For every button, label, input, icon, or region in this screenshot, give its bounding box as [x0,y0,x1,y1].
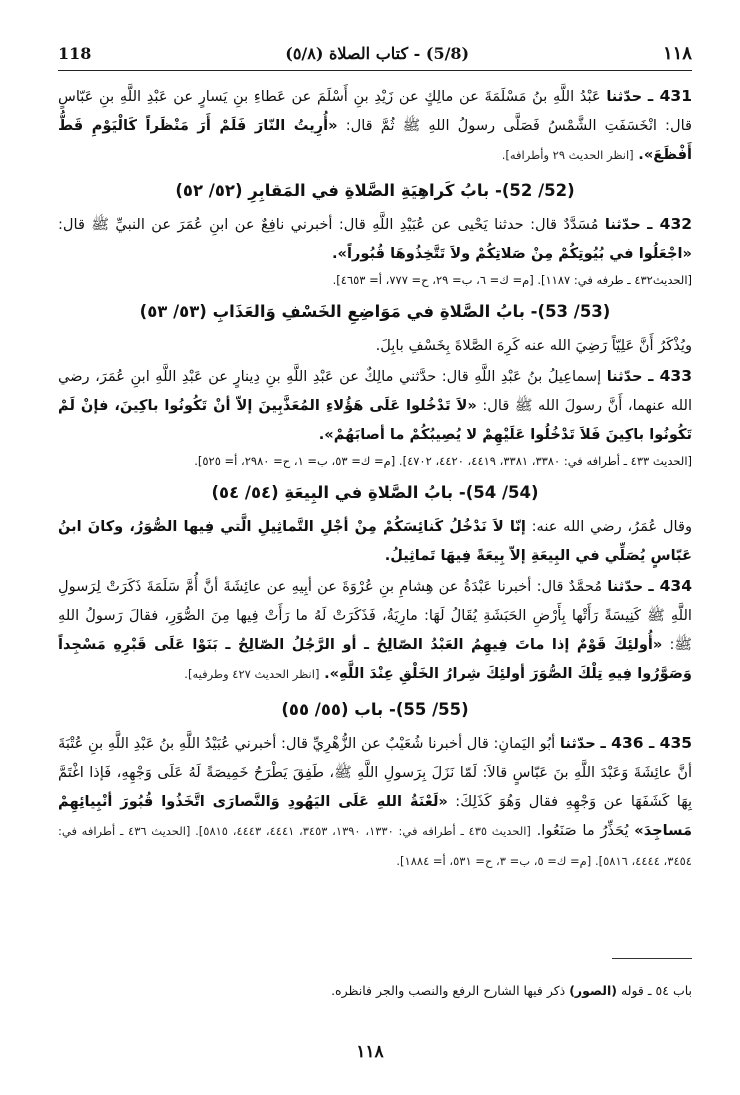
hadith-tail: يُحَذِّرُ ما صَنَعُوا. [536,822,629,839]
note-intro: وقال عُمَرُ، رضي الله عنه: [531,518,693,535]
chapter-note-53: ويُذْكَرُ أَنَّ عَلِيّاً رَضِيَ الله عنه كَرِهَ الصَّلاةَ بِخَسْفِ بابِلَ. [375,337,692,354]
footnote [58,981,692,1001]
haddathana-label: حدّثنا [606,368,643,385]
hadith-quote: «اجْعَلُوا في بُيُوتِكُمْ مِنْ صَلاتِكُمْ ولاَ تَتَّخِذُوهَا قُبُوراً». [332,245,692,262]
hadith-text: مُحمَّدٌ قال: أخبرنا عَبْدَةُ عن هِشامِ بنِ عُرْوَةَ عن أبِيهِ عن عائِشَةَ أنَّ أُمَّ سَلَمَةَ ذَكَرَتْ لِرَسولِ اللَّهِ ﷺ كَنِيسَةً رَأَتْها بِأَرْضِ الحَبَشَةِ يُقَالُ لَهَا: مارِيَةُ، فَذَكَرَتْ لَهُ ما رَأَتْ فِيها مِنَ الصُّوَرِ، فقالَ رَسولُ اللهِ ﷺ: [58,578,693,653]
hadith-text: أبُو اليَمانِ: قال أخبرنا شُعَيْبٌ عن الزُّهْرِيِّ قال: أخبرني عُبَيْدُ اللَّهِ بنُ عَبْدِ اللَّهِ بنِ عُتْبَةَ أنَّ عائِشَةَ وَعَبْدَ اللَّهِ بنَ عَبّاسٍ قالاَ: لَمّا نَزَلَ بِرَسولِ اللَّهِ ﷺ، طَفِقَ يَطْرَحُ خَمِيصَةً لَهُ عَلَى وَجْهِهِ، فَإذا اغْتَمَّ بِهَا كَشَفَهَا عن وَجْهِهِ فقال وَهُوَ كَذَلِكَ: [58,735,693,810]
hadith-quote: «أُولئِكَ قَوْمٌ إذا ماتَ فِيهِمُ العَبْدُ الصّالِحُ ـ أو الرَّجُلُ الصّالِحُ ـ بَنَوْا عَلَى قَبْرِهِ مَسْجِداً وَصَوَّرُوا فِيهِ تِلْكَ الصُّوَرَ أولئِكَ شِرارُ الخَلْقِ عِنْدَ اللَّهِ». [58,636,692,682]
hadith-text: مُسَدَّدٌ قال: حدثنا يَحْيى عن عُبَيْدِ اللَّهِ قال: أخبرني نافِعٌ عن ابنِ عُمَرَ عن النبيِّ ﷺ قال: [58,216,599,233]
hadith-number: 435 ـ 436 ـ [600,734,693,752]
hadith-reference: [الحديث ٤٣٥ ـ أطرافه في: ١٣٣٠، ١٣٩٠، ٣٤٥٣، ٤٤٤١، ٤٤٤٣، ٥٨١٥]. [الحديث ٤٣٦ ـ أطرافه في: ٣٤٥٤، ٤٤٤٤، ٥٨١٦]. [م= ك= ٥، ب= ٣، ح= ٥٣١، أ= ١٨٨٤]. [58,824,692,868]
hadith-number: 432 ـ [647,215,693,233]
hadith-number: 434 ـ [648,577,692,595]
hadith-reference: [الحديث٤٣٢ ـ طرفه في: ١١٨٧]. [م= ك= ٦، ب= ٢٩، ح= ٧٧٧، أ= ٤٦٥٣]. [332,273,692,287]
running-title: (5/8) - كتاب الصلاة (٥/٨) [285,43,470,63]
hadith-text: إسماعِيلُ بنُ عَبْدِ اللَّهِ قال: حدَّثني مالِكٌ عن عَبْدِ اللَّهِ بنِ دِينارٍ عن عَبْدِ اللَّهِ ابنِ عُمَرَ، رضي الله عنهما، أَنَّ رسولَ الله ﷺ قال: [58,368,692,414]
chapter-heading-53: (53/ 53)- بابُ الصَّلاةِ في مَوَاضِعِ الخَسْفِ وَالعَذَابِ (٥٣/ ٥٣) [139,302,611,321]
hadith-reference: [انظر الحديث ٢٩ وأطرافه]. [501,148,634,162]
hadith-reference: [انظر الحديث ٤٢٧ وطرفيه]. [184,667,320,681]
page-number-latin: 118 [58,43,92,63]
hadith-number: 431 ـ [647,87,692,105]
footnote-divider [612,958,692,959]
chapter-heading-55: (55/ 55)- باب (٥٥/ ٥٥) [281,700,469,719]
hadith-433 [58,362,692,449]
haddathana-label: حدّثنا [606,88,643,105]
hadith-text: عَبْدُ اللَّهِ بنُ مَسْلَمَةَ عن مالِكٍ عن زَيْدِ بنِ أَسْلَمَ عن عَطاءِ بنِ يَسارٍ عن عَبْدِ اللَّهِ بنِ عَبّاسٍ قال: انْخَسَفَتِ الشَّمْسُ فَصَلَّى رسولُ اللهِ ﷺ ثُمَّ قال: [58,88,692,134]
hadith-number: 433 ـ [648,367,692,385]
hadith-432 [58,210,692,268]
main-text [58,82,692,878]
haddathana-label: حدّثنا [604,216,641,233]
page-number-footer: ١١٨ [356,1042,384,1062]
hadith-435-436 [58,729,692,876]
haddathana-label: حدّثنا [559,735,596,752]
footnote-text: ذكر فيها الشارح الرفع والنصب والجر فانظره. [331,982,566,998]
chapter-note-54 [58,512,692,570]
hadith-quote: «أُرِيتُ النّارَ فَلَمْ أَرَ مَنْظَراً كَالْيَوْمِ قَطُّ أَفْظَعَ». [58,117,692,163]
footnote-keyword: (الصور) [569,982,617,998]
page-number-arabic: ١١٨ [662,42,692,64]
page-header [58,36,692,71]
chapter-heading-54: (54/ 54)- بابُ الصَّلاةِ في البِيعَةِ (٥٤/ ٥٤) [211,483,539,502]
hadith-reference: [الحديث ٤٣٣ ـ أطرافه في: ٣٣٨٠، ٣٣٨١، ٤٤١٩، ٤٤٢٠، ٤٧٠٢]. [م= ك= ٥٣، ب= ١، ح= ٢٩٨٠، أ= ٥٢٥]. [194,454,692,468]
hadith-quote: «لَعْنَةُ اللهِ عَلَى اليَهُودِ وَالنَّصارَى اتَّخَذُوا قُبُورَ أنْبِيائِهِمْ مَساجِدَ» [58,793,693,839]
haddathana-label: حدّثنا [607,578,644,595]
footnote-prefix: باب ٥٤ ـ قوله [620,982,692,998]
note-quote: إنّا لاَ نَدْخُلُ كَنائِسَكُمْ مِنْ أجْلِ التَّماثِيلِ الَّتي فِيها الصُّوَرُ، وكانَ ابنُ عَبّاسٍ يُصَلِّي في البِيعَةِ إلاّ بِيعَةً فِيهَا تَماثِيلُ. [58,518,692,564]
hadith-quote: «لاَ تَدْخُلوا عَلَى هَؤُلاءِ المُعَذَّبِينَ إلاّ أنْ تَكُونُوا باكِينَ، فإنْ لَمْ تَكُونُوا باكِينَ فَلاَ تَدْخُلُوا عَلَيْهِمْ لا يُصِيبُكُمْ ما أصابَهُمْ». [58,397,692,443]
hadith-431 [58,82,692,170]
hadith-434 [58,572,692,689]
chapter-heading-52: (52/ 52)- بابُ كَراهِيَةِ الصَّلاةِ في المَقابِرِ (٥٢/ ٥٢) [175,181,575,200]
